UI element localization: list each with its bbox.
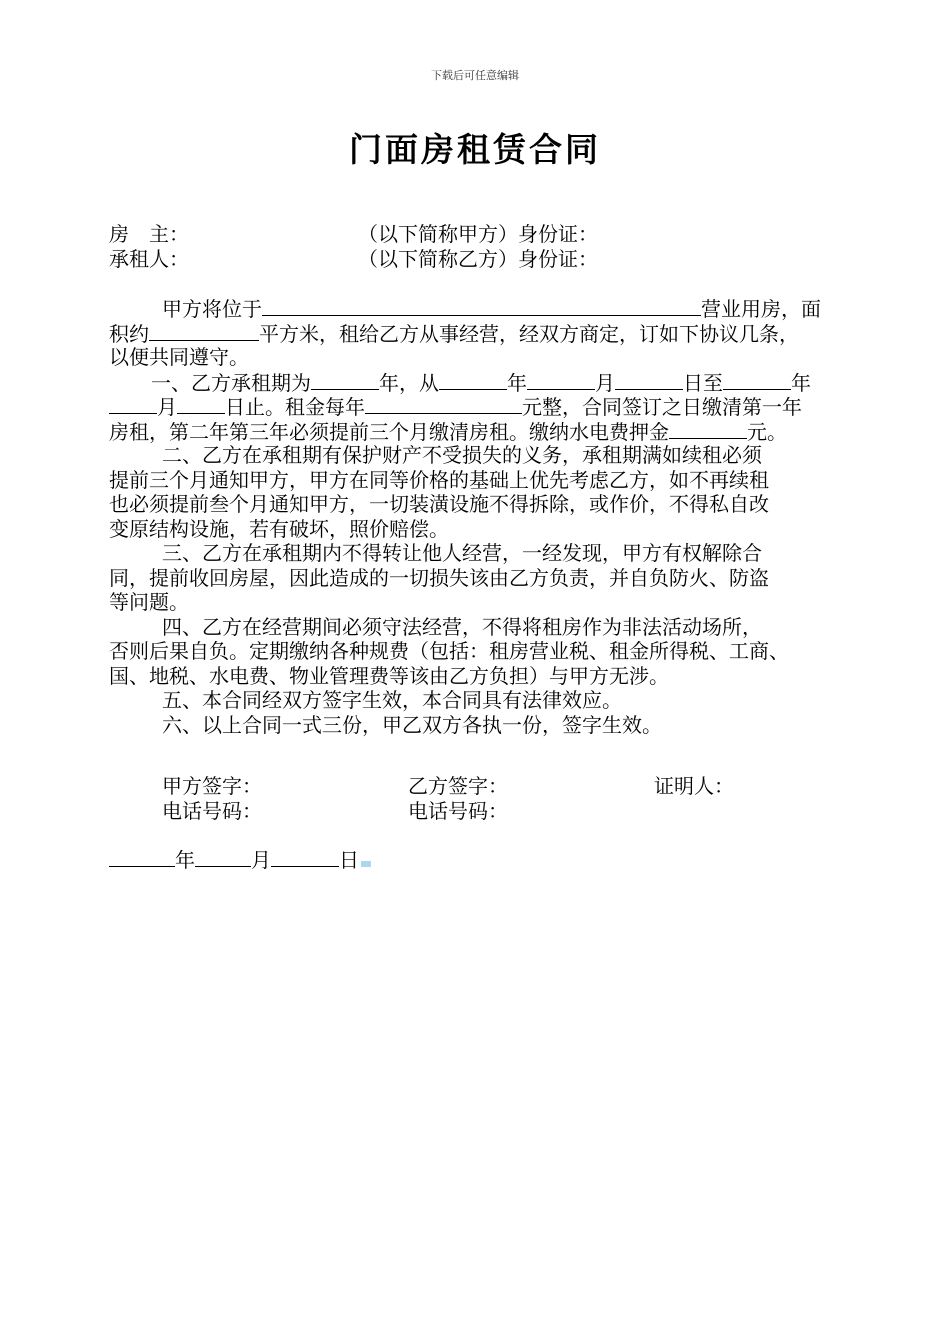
- term-years-blank[interactable]: [311, 370, 379, 390]
- clause5-line: 五、本合同经双方签字生效，本合同具有法律效应。: [162, 688, 622, 712]
- intro-text: 营业用房，面: [701, 297, 821, 321]
- date-year-blank[interactable]: [109, 847, 175, 867]
- clause2-line: 也必须提前叁个月通知甲方，一切装潢设施不得拆除，或作价，不得私自改: [109, 492, 769, 516]
- clause1-text: 元。: [747, 419, 787, 444]
- party-a-signature-label: 甲方签字：: [162, 774, 262, 798]
- annual-rent-blank[interactable]: [365, 394, 522, 414]
- clause3-line: 等问题。: [109, 590, 189, 614]
- intro-line-1: [109, 296, 871, 321]
- clause1-text: 元整，合同签订之日缴清第一年: [522, 395, 802, 419]
- landlord-reference: （以下简称甲方）身份证：: [358, 222, 598, 246]
- date-year-label: 年: [175, 848, 195, 872]
- clause2-line: 提前三个月通知甲方，甲方在同等价格的基础上优先考虑乙方，如不再续租: [109, 467, 769, 492]
- header-note: 下载后可任意编辑: [431, 69, 519, 82]
- clause4-line: 国、地税、水电费、物业管理费等该由乙方负担）与甲方无涉。: [109, 663, 669, 688]
- clause3-line: 同，提前收回房屋，因此造成的一切损失该由乙方负责，并自负防火、防盗: [109, 565, 769, 590]
- tenant-reference: （以下简称乙方）身份证：: [358, 247, 598, 271]
- clause1-text: 一、乙方承租期为: [151, 370, 311, 395]
- intro-line-2: [109, 321, 871, 346]
- start-day-blank[interactable]: [615, 370, 683, 390]
- intro-line-3: [109, 345, 871, 370]
- party-b-signature-label: 乙方签字：: [408, 774, 508, 798]
- intro-text: 甲方将位于: [162, 297, 262, 321]
- clause1-text: 年，从: [379, 370, 439, 395]
- contract-body: [109, 296, 871, 737]
- intro-text: 以便共同遵守。: [109, 345, 249, 369]
- clause4-line: 四、乙方在经营期间必须守法经营，不得将租房作为非法活动场所，: [162, 614, 762, 639]
- landlord-label: 房 主：: [109, 222, 189, 246]
- tenant-label: 承租人：: [109, 247, 189, 271]
- clause2-line: 变原结构设施，若有破坏，照价赔偿。: [109, 516, 449, 541]
- date-line: [109, 844, 371, 873]
- text-cursor-marker: [361, 861, 371, 867]
- clause1-line-3: [109, 419, 871, 444]
- clause2-line: 二、乙方在承租期有保护财产不受损失的义务，承租期满如续租必须: [162, 443, 762, 467]
- end-day-blank[interactable]: [177, 394, 225, 414]
- clause1-text: 房租，第二年第三年必须提前三个月缴清房租。缴纳水电费押金: [109, 419, 669, 444]
- clause6-line: 六、以上合同一式三份，甲乙双方各执一份，签字生效。: [162, 712, 662, 737]
- clause3-line: 三、乙方在承租期内不得转让他人经营，一经发现，甲方有权解除合: [162, 541, 762, 565]
- date-month-blank[interactable]: [195, 847, 251, 867]
- deposit-blank[interactable]: [669, 419, 747, 439]
- date-month-label: 月: [251, 848, 271, 872]
- clause1-text: 日至: [683, 370, 723, 395]
- area-blank[interactable]: [149, 321, 259, 341]
- clause1-text: 日止。租金每年: [225, 395, 365, 419]
- clause1-text: 月: [595, 370, 615, 395]
- document-title: 门面房租赁合同: [349, 130, 601, 169]
- clause1-text: 年: [507, 370, 527, 395]
- date-day-blank[interactable]: [271, 847, 339, 867]
- witness-label: 证明人：: [654, 774, 734, 798]
- end-year-blank[interactable]: [723, 370, 791, 390]
- party-b-phone-label: 电话号码：: [408, 799, 508, 823]
- intro-text: 积约: [109, 321, 149, 346]
- start-year-blank[interactable]: [439, 370, 507, 390]
- clause1-text: 年: [791, 370, 811, 395]
- clause1-line-2: [109, 394, 871, 419]
- clause1-text: 月: [157, 395, 177, 419]
- end-month-blank[interactable]: [109, 394, 157, 414]
- clause1-line-1: [109, 370, 871, 395]
- date-day-label: 日: [339, 848, 359, 872]
- start-month-blank[interactable]: [527, 370, 595, 390]
- intro-text: 平方米，租给乙方从事经营，经双方商定，订如下协议几条，: [259, 321, 799, 346]
- clause4-line: 否则后果自负。定期缴纳各种规费（包括：租房营业税、租金所得税、工商、: [109, 639, 789, 663]
- location-blank[interactable]: [262, 296, 701, 316]
- party-a-phone-label: 电话号码：: [162, 799, 262, 823]
